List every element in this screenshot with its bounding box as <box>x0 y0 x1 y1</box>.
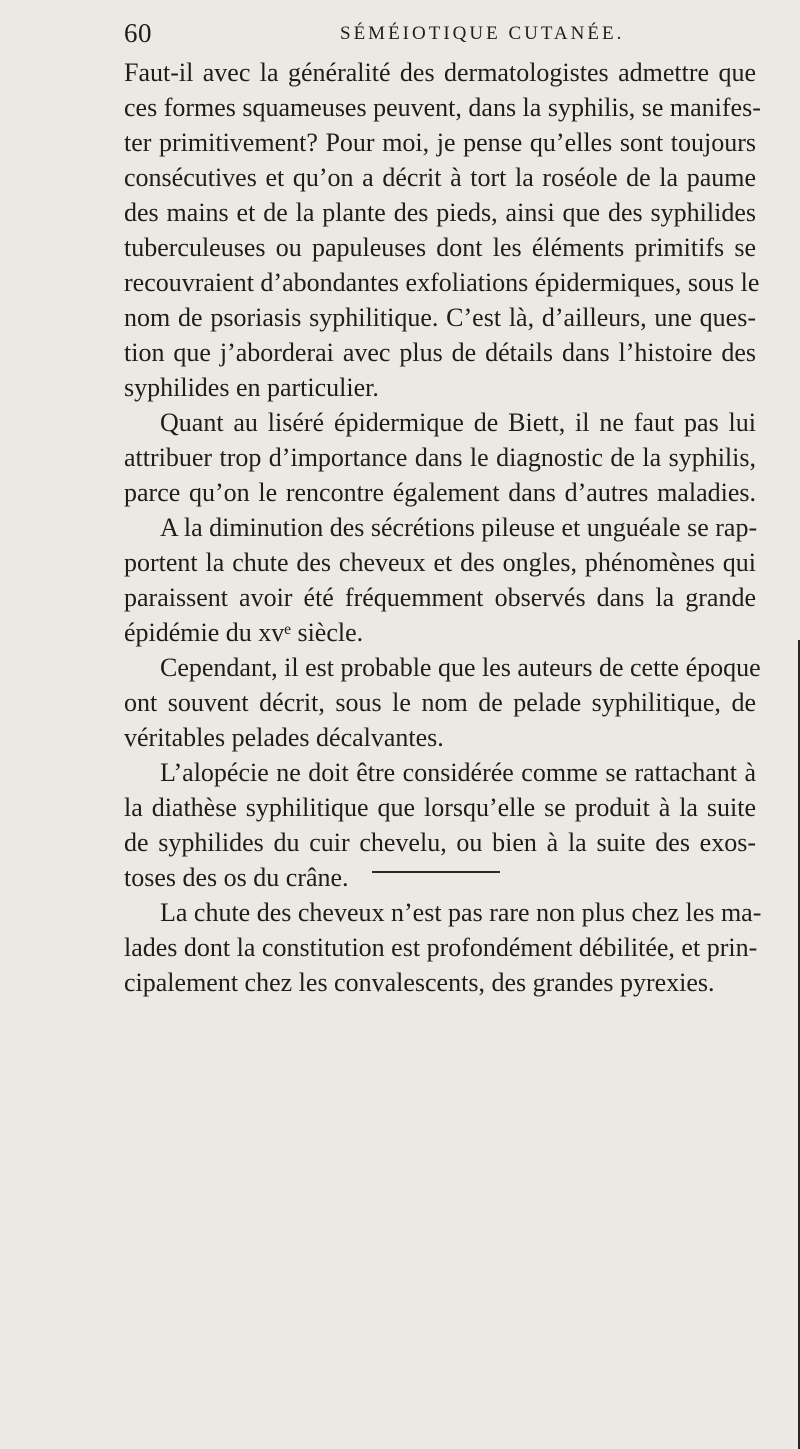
footer-rule <box>372 871 500 873</box>
page-header <box>124 18 754 48</box>
text-line: ont souvent décrit, sous le nom de pelade syphilitique, de <box>124 688 756 717</box>
text-line: Cependant, il est probable que les auteurs de cette époque <box>160 653 761 682</box>
text-line: nom de psoriasis syphilitique. C’est là, d’ailleurs, une ques- <box>124 303 756 332</box>
text-line: ces formes squameuses peuvent, dans la syphilis, se manifes- <box>124 93 761 122</box>
text-line: lades dont la constitution est profondément débilitée, et prin- <box>124 933 758 962</box>
text-line: Quant au liséré épidermique de Biett, il ne faut pas lui <box>160 408 756 437</box>
text-line: cipalement chez les convalescents, des grandes pyrexies. <box>124 968 715 997</box>
text-line: recouvraient d’abondantes exfoliations épidermiques, sous le <box>124 268 760 297</box>
text-line: paraissent avoir été fréquemment observés dans la grande <box>124 583 756 612</box>
text-line: syphilides en particulier. <box>124 373 379 402</box>
text-line: tuberculeuses ou papuleuses dont les éléments primitifs se <box>124 233 756 262</box>
text-line: portent la chute des cheveux et des ongles, phénomènes qui <box>124 548 756 577</box>
text-line: L’alopécie ne doit être considérée comme se rattachant à <box>160 758 756 787</box>
text-line: La chute des cheveux n’est pas rare non plus chez les ma- <box>160 898 762 927</box>
text-line: parce qu’on le rencontre également dans d’autres maladies. <box>124 478 756 507</box>
text-line: attribuer trop d’importance dans le diagnostic de la syphilis, <box>124 443 756 472</box>
text-line: Faut-il avec la généralité des dermatologistes admettre que <box>124 58 756 87</box>
page-number: 60 <box>124 18 152 48</box>
text-line: A la diminution des sécrétions pileuse et unguéale se rap- <box>160 513 758 542</box>
text-line: des mains et de la plante des pieds, ainsi que des syphilides <box>124 198 756 227</box>
text-line: véritables pelades décalvantes. <box>124 723 444 752</box>
text-line: la diathèse syphilitique que lorsqu’elle se produit à la suite <box>124 793 756 822</box>
text-line: épidémie du xvᵉ siècle. <box>124 618 364 647</box>
text-line: toses des os du crâne. <box>124 863 349 892</box>
text-line: ter primitivement? Pour moi, je pense qu’elles sont toujours <box>124 128 756 157</box>
text-line: de syphilides du cuir chevelu, ou bien à la suite des exos- <box>124 828 756 857</box>
body-text <box>124 55 762 1000</box>
text-line: tion que j’aborderai avec plus de détails dans l’histoire des <box>124 338 756 367</box>
text-line: consécutives et qu’on a décrit à tort la roséole de la paume <box>124 163 756 192</box>
running-head: SÉMÉIOTIQUE CUTANÉE. <box>340 23 625 44</box>
